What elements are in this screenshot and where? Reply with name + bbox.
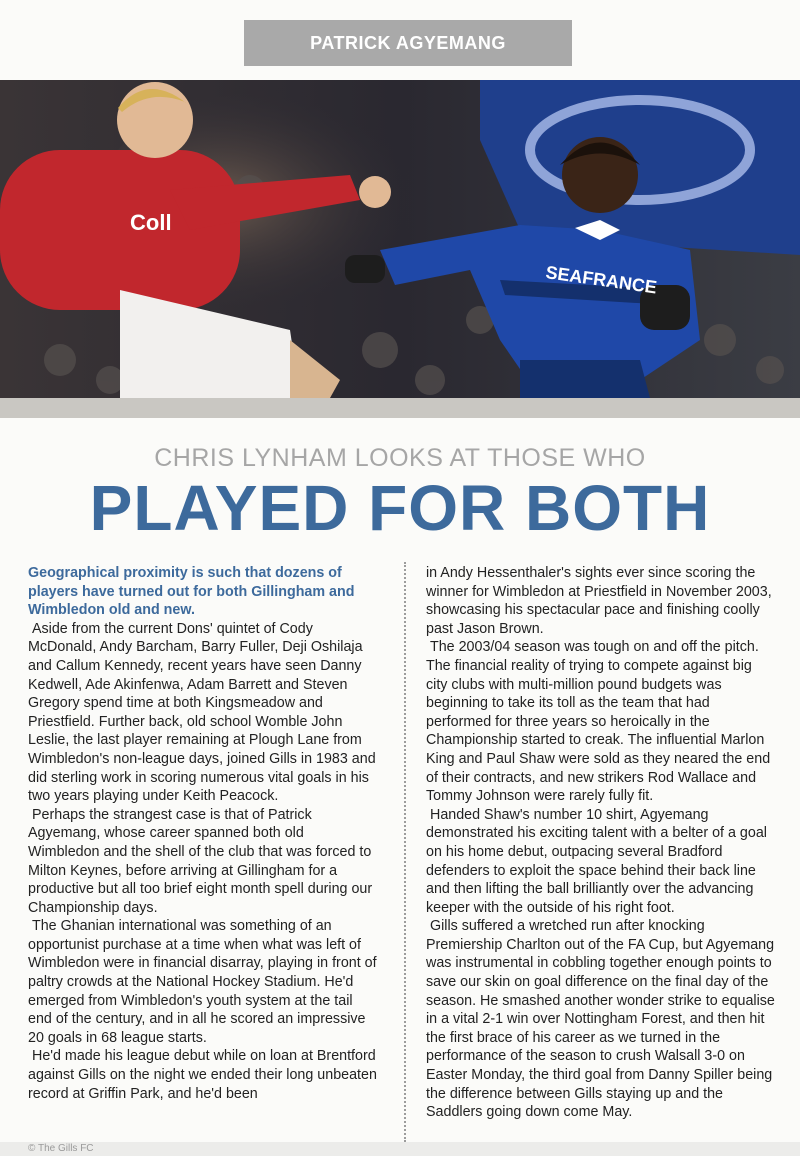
body-paragraph: The 2003/04 season was tough on and off the pitch. The financial reality of trying to compete against big city clubs with multi-million pound budgets was beginning to take its toll as the team that had performed for three years so heroically in the Championship started to creak. The influential Marlon King and Paul Shaw were sold as they neared the end of their contracts, and new strikers Rod Wallace and Tommy Johnson were rarely fully fit. bbox=[426, 639, 771, 805]
lead-paragraph: Geographical proximity is such that dozens of players have turned out for both Gillingham and Wimbledon old and new. bbox=[28, 565, 355, 619]
body-paragraph: in Andy Hessenthaler's sights ever since scoring the winner for Wimbledon at Priestfield in November 2003, showcasing his spectacular pace and finishing coolly past Jason Brown. bbox=[426, 565, 772, 637]
page-footer-band bbox=[0, 1142, 800, 1156]
left-text-column bbox=[28, 564, 378, 1103]
body-paragraph: Gills suffered a wretched run after knocking Premiership Charlton out of the FA Cup, but Agyemang was instrumental in cobbling together enough points to save our skin on goal difference on the final day of the season. He smashed another wonder strike to equalise in a vital 2-1 win over Nottingham Forest, and then hit the first brace of his career as we turned in the performance of the season to crush Walsall 3-0 on Easter Monday, the third goal from Danny Spiller being the difference between Gills staying up and the Saddlers going down come May. bbox=[426, 918, 775, 1121]
section-name-tab bbox=[244, 20, 572, 66]
left-shirt-sponsor: Coll bbox=[130, 210, 172, 235]
match-photo-illustration bbox=[0, 80, 800, 418]
right-text-column bbox=[426, 564, 776, 1122]
body-paragraph: Handed Shaw's number 10 shirt, Agyemang demonstrated his exciting talent with a belter of a goal on his home debut, outpacing several Bradford defenders to exploit the space behind their back line and then lifting the ball brilliantly over the advancing keeper with the outside of his right foot. bbox=[426, 806, 767, 916]
match-photo bbox=[0, 80, 800, 418]
footer-credit: © The Gills FC bbox=[28, 1143, 94, 1154]
body-paragraph: The Ghanian international was something of an opportunist purchase at a time when what was left of Wimbledon were in financial disarray, playing in front of paltry crowds at the National Hockey Stadium. He'd emerged from Wimbledon's youth system at the tail end of the century, and in all he scored an impressive 20 goals in 68 league starts. bbox=[28, 918, 377, 1046]
body-paragraph: Perhaps the strangest case is that of Patrick Agyemang, whose career spanned both old Wimbledon and the shell of the club that was forced to Milton Keynes, before arriving at Gillingham for a productive but all too brief eight month spell during our Championship days. bbox=[28, 806, 373, 916]
article-kicker: CHRIS LYNHAM LOOKS AT THOSE WHO bbox=[154, 444, 646, 472]
column-divider bbox=[404, 562, 406, 1142]
section-name-label: PATRICK AGYEMANG bbox=[310, 32, 506, 53]
article-headline: PLAYED FOR BOTH bbox=[89, 472, 711, 544]
body-paragraph: Aside from the current Dons' quintet of Cody McDonald, Andy Barcham, Barry Fuller, Deji Oshilaja and Callum Kennedy, recent years have seen Danny Kedwell, Ade Akinfenwa, Adam Barrett and Steven Gregory spend time at both Kingsmeadow and Priestfield. Further back, old school Womble John Leslie, the last player remaining at Plough Lane from Wimbledon's non-league days, joined Gills in 1983 and did sterling work in scoring numerous vital goals in his two years playing under Keith Peacock. bbox=[28, 620, 376, 805]
sponsor-logo-text: SEAFRANCE bbox=[544, 262, 659, 298]
body-paragraph: He'd made his league debut while on loan at Brentford against Gills on the night we ended their long unbeaten record at Griffin Park, and he'd been bbox=[28, 1048, 377, 1102]
